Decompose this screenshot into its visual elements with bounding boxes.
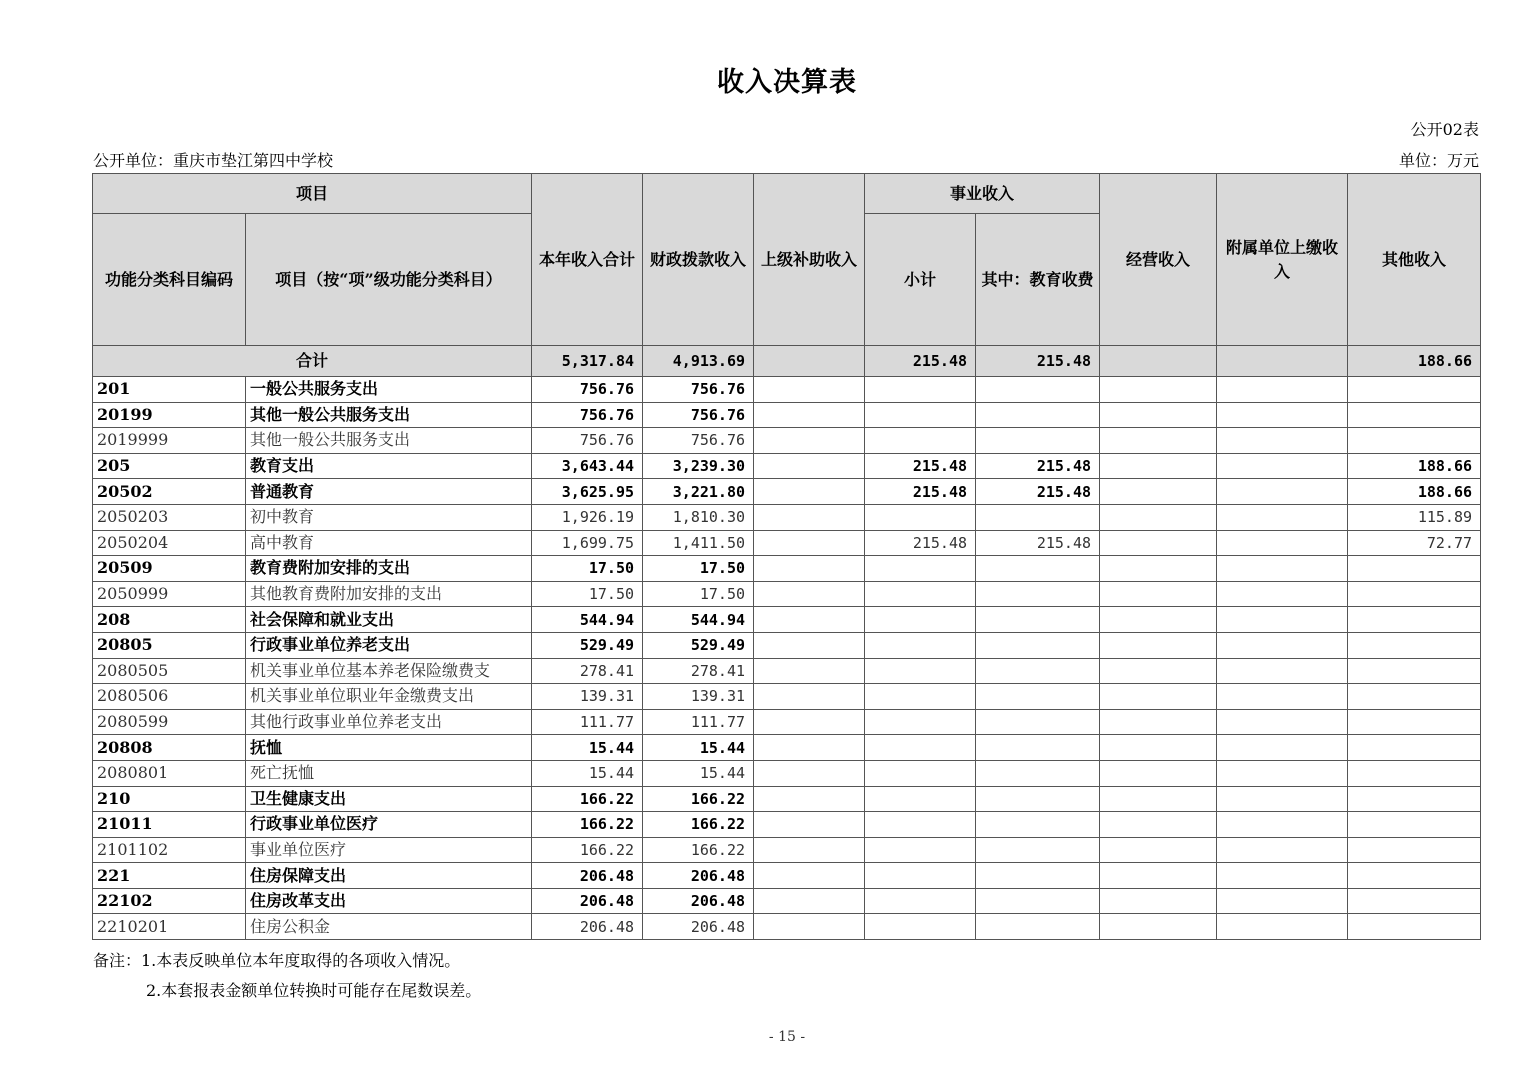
cell-subtotal xyxy=(865,914,976,940)
header-subtotal: 小计 xyxy=(865,214,976,346)
cell-operating xyxy=(1100,607,1217,633)
cell-superior xyxy=(754,812,865,838)
cell-total: 3,625.95 xyxy=(532,479,643,505)
cell-operating xyxy=(1100,428,1217,454)
cell-name: 住房公积金 xyxy=(246,914,532,940)
cell-total: 111.77 xyxy=(532,709,643,735)
cell-education-fee xyxy=(976,684,1100,710)
cell-operating xyxy=(1100,760,1217,786)
cell-subtotal xyxy=(865,735,976,761)
cell-name: 住房改革支出 xyxy=(246,888,532,914)
cell-subtotal xyxy=(865,377,976,403)
cell-name: 行政事业单位医疗 xyxy=(246,812,532,838)
cell-fiscal: 1,411.50 xyxy=(643,530,754,556)
cell-name: 普通教育 xyxy=(246,479,532,505)
cell-fiscal: 3,221.80 xyxy=(643,479,754,505)
cell-superior xyxy=(754,377,865,403)
cell-code: 210 xyxy=(93,786,246,812)
cell-affiliated xyxy=(1217,402,1348,428)
cell-fiscal: 529.49 xyxy=(643,632,754,658)
cell-fiscal: 756.76 xyxy=(643,402,754,428)
cell-education-fee: 215.48 xyxy=(976,479,1100,505)
cell-name: 死亡抚恤 xyxy=(246,760,532,786)
page-number: - 15 - xyxy=(768,1029,806,1045)
table-row xyxy=(93,377,1481,403)
table-row xyxy=(93,914,1481,940)
cell-name: 其他教育费附加安排的支出 xyxy=(246,581,532,607)
cell-fiscal: 17.50 xyxy=(643,556,754,582)
total-label: 合计 xyxy=(93,346,532,377)
cell-other xyxy=(1348,402,1481,428)
cell-total: 15.44 xyxy=(532,735,643,761)
cell-total: 166.22 xyxy=(532,812,643,838)
table-row xyxy=(93,684,1481,710)
cell-other xyxy=(1348,735,1481,761)
header-name: 项目（按“项”级功能分类科目） xyxy=(246,214,532,346)
cell-name: 教育支出 xyxy=(246,453,532,479)
cell-name: 卫生健康支出 xyxy=(246,786,532,812)
table-row xyxy=(93,658,1481,684)
table-row xyxy=(93,863,1481,889)
cell-education-fee xyxy=(976,556,1100,582)
reporting-unit: 公开单位：重庆市垫江第四中学校 xyxy=(93,151,334,170)
cell-subtotal: 215.48 xyxy=(865,346,976,377)
cell-subtotal: 215.48 xyxy=(865,479,976,505)
cell-operating xyxy=(1100,402,1217,428)
cell-superior xyxy=(754,888,865,914)
cell-superior xyxy=(754,837,865,863)
cell-education-fee xyxy=(976,863,1100,889)
cell-total: 544.94 xyxy=(532,607,643,633)
cell-code: 208 xyxy=(93,607,246,633)
table-body xyxy=(93,346,1481,940)
cell-name: 初中教育 xyxy=(246,504,532,530)
cell-education-fee xyxy=(976,581,1100,607)
cell-superior xyxy=(754,346,865,377)
cell-superior xyxy=(754,581,865,607)
cell-other xyxy=(1348,556,1481,582)
cell-total: 1,926.19 xyxy=(532,504,643,530)
table-header xyxy=(93,174,1481,346)
cell-name: 机关事业单位基本养老保险缴费支 xyxy=(246,658,532,684)
table-row xyxy=(93,632,1481,658)
table-row xyxy=(93,760,1481,786)
cell-total: 166.22 xyxy=(532,786,643,812)
cell-code: 2080599 xyxy=(93,709,246,735)
cell-education-fee: 215.48 xyxy=(976,530,1100,556)
cell-other xyxy=(1348,581,1481,607)
cell-superior xyxy=(754,402,865,428)
header-affiliated: 附属单位上缴收入 xyxy=(1217,174,1348,346)
cell-superior xyxy=(754,479,865,505)
cell-other xyxy=(1348,760,1481,786)
cell-other: 188.66 xyxy=(1348,346,1481,377)
table-row xyxy=(93,837,1481,863)
cell-other xyxy=(1348,786,1481,812)
cell-other xyxy=(1348,888,1481,914)
cell-other xyxy=(1348,709,1481,735)
table-row xyxy=(93,453,1481,479)
cell-superior xyxy=(754,632,865,658)
header-education-fee: 其中：教育收费 xyxy=(976,214,1100,346)
cell-subtotal: 215.48 xyxy=(865,530,976,556)
cell-other xyxy=(1348,684,1481,710)
cell-education-fee: 215.48 xyxy=(976,453,1100,479)
cell-code: 20808 xyxy=(93,735,246,761)
cell-education-fee xyxy=(976,658,1100,684)
cell-operating xyxy=(1100,709,1217,735)
cell-total: 206.48 xyxy=(532,914,643,940)
cell-code: 21011 xyxy=(93,812,246,838)
cell-other xyxy=(1348,863,1481,889)
cell-subtotal xyxy=(865,556,976,582)
cell-affiliated xyxy=(1217,377,1348,403)
cell-fiscal: 166.22 xyxy=(643,786,754,812)
cell-affiliated xyxy=(1217,607,1348,633)
cell-total: 166.22 xyxy=(532,837,643,863)
cell-affiliated xyxy=(1217,346,1348,377)
cell-subtotal xyxy=(865,402,976,428)
cell-other xyxy=(1348,607,1481,633)
cell-code: 20502 xyxy=(93,479,246,505)
cell-affiliated xyxy=(1217,504,1348,530)
cell-affiliated xyxy=(1217,863,1348,889)
table-row xyxy=(93,504,1481,530)
cell-operating xyxy=(1100,812,1217,838)
cell-affiliated xyxy=(1217,658,1348,684)
cell-fiscal: 15.44 xyxy=(643,735,754,761)
cell-fiscal: 206.48 xyxy=(643,888,754,914)
cell-total: 3,643.44 xyxy=(532,453,643,479)
table-row xyxy=(93,530,1481,556)
cell-subtotal: 215.48 xyxy=(865,453,976,479)
cell-total: 17.50 xyxy=(532,556,643,582)
table-row xyxy=(93,735,1481,761)
header-other: 其他收入 xyxy=(1348,174,1481,346)
cell-name: 行政事业单位养老支出 xyxy=(246,632,532,658)
cell-operating xyxy=(1100,346,1217,377)
cell-education-fee xyxy=(976,632,1100,658)
cell-total: 5,317.84 xyxy=(532,346,643,377)
cell-subtotal xyxy=(865,581,976,607)
cell-subtotal xyxy=(865,760,976,786)
notes xyxy=(93,946,481,1006)
cell-name: 抚恤 xyxy=(246,735,532,761)
cell-subtotal xyxy=(865,632,976,658)
cell-affiliated xyxy=(1217,479,1348,505)
cell-other xyxy=(1348,632,1481,658)
cell-operating xyxy=(1100,863,1217,889)
cell-affiliated xyxy=(1217,914,1348,940)
table-row xyxy=(93,581,1481,607)
cell-affiliated xyxy=(1217,453,1348,479)
currency-unit: 单位：万元 xyxy=(1398,151,1479,170)
cell-affiliated xyxy=(1217,556,1348,582)
cell-total: 139.31 xyxy=(532,684,643,710)
cell-total: 529.49 xyxy=(532,632,643,658)
cell-operating xyxy=(1100,530,1217,556)
cell-superior xyxy=(754,760,865,786)
cell-fiscal: 206.48 xyxy=(643,863,754,889)
cell-operating xyxy=(1100,453,1217,479)
cell-fiscal: 756.76 xyxy=(643,428,754,454)
cell-fiscal: 111.77 xyxy=(643,709,754,735)
cell-education-fee xyxy=(976,709,1100,735)
cell-education-fee xyxy=(976,377,1100,403)
cell-fiscal: 544.94 xyxy=(643,607,754,633)
cell-code: 20805 xyxy=(93,632,246,658)
cell-total: 1,699.75 xyxy=(532,530,643,556)
cell-affiliated xyxy=(1217,709,1348,735)
cell-superior xyxy=(754,504,865,530)
cell-code: 2050203 xyxy=(93,504,246,530)
table-row xyxy=(93,479,1481,505)
cell-code: 2080506 xyxy=(93,684,246,710)
cell-operating xyxy=(1100,632,1217,658)
cell-fiscal: 3,239.30 xyxy=(643,453,754,479)
cell-fiscal: 206.48 xyxy=(643,914,754,940)
cell-total: 206.48 xyxy=(532,863,643,889)
cell-subtotal xyxy=(865,428,976,454)
header-code: 功能分类科目编码 xyxy=(93,214,246,346)
cell-subtotal xyxy=(865,863,976,889)
cell-superior xyxy=(754,684,865,710)
page-title: 收入决算表 xyxy=(717,67,857,98)
cell-total: 206.48 xyxy=(532,888,643,914)
cell-total: 756.76 xyxy=(532,428,643,454)
cell-other xyxy=(1348,837,1481,863)
cell-education-fee xyxy=(976,735,1100,761)
cell-other xyxy=(1348,812,1481,838)
cell-operating xyxy=(1100,556,1217,582)
cell-code: 221 xyxy=(93,863,246,889)
cell-superior xyxy=(754,607,865,633)
cell-operating xyxy=(1100,504,1217,530)
table-row xyxy=(93,556,1481,582)
cell-education-fee xyxy=(976,837,1100,863)
cell-total: 15.44 xyxy=(532,760,643,786)
table-row xyxy=(93,402,1481,428)
cell-other: 72.77 xyxy=(1348,530,1481,556)
cell-operating xyxy=(1100,377,1217,403)
cell-affiliated xyxy=(1217,581,1348,607)
cell-education-fee xyxy=(976,428,1100,454)
cell-code: 20509 xyxy=(93,556,246,582)
cell-total: 278.41 xyxy=(532,658,643,684)
cell-code: 2101102 xyxy=(93,837,246,863)
cell-code: 2050999 xyxy=(93,581,246,607)
note-1: 备注：1.本表反映单位本年度取得的各项收入情况。 xyxy=(93,951,461,970)
cell-education-fee xyxy=(976,914,1100,940)
cell-other: 188.66 xyxy=(1348,453,1481,479)
cell-superior xyxy=(754,530,865,556)
cell-education-fee: 215.48 xyxy=(976,346,1100,377)
header-superior: 上级补助收入 xyxy=(754,174,865,346)
cell-name: 住房保障支出 xyxy=(246,863,532,889)
cell-code: 22102 xyxy=(93,888,246,914)
cell-fiscal: 166.22 xyxy=(643,812,754,838)
cell-other xyxy=(1348,428,1481,454)
cell-subtotal xyxy=(865,684,976,710)
cell-subtotal xyxy=(865,709,976,735)
cell-subtotal xyxy=(865,607,976,633)
header-business: 事业收入 xyxy=(865,174,1100,214)
cell-operating xyxy=(1100,479,1217,505)
cell-other xyxy=(1348,377,1481,403)
header-operating: 经营收入 xyxy=(1100,174,1217,346)
cell-operating xyxy=(1100,837,1217,863)
cell-affiliated xyxy=(1217,530,1348,556)
cell-code: 201 xyxy=(93,377,246,403)
cell-operating xyxy=(1100,684,1217,710)
cell-other xyxy=(1348,658,1481,684)
cell-code: 205 xyxy=(93,453,246,479)
cell-subtotal xyxy=(865,504,976,530)
cell-education-fee xyxy=(976,888,1100,914)
cell-name: 事业单位医疗 xyxy=(246,837,532,863)
table-row xyxy=(93,607,1481,633)
cell-operating xyxy=(1100,735,1217,761)
cell-superior xyxy=(754,658,865,684)
form-number: 公开02表 xyxy=(1410,120,1479,139)
cell-superior xyxy=(754,735,865,761)
cell-fiscal: 166.22 xyxy=(643,837,754,863)
cell-affiliated xyxy=(1217,735,1348,761)
cell-other: 188.66 xyxy=(1348,479,1481,505)
cell-affiliated xyxy=(1217,786,1348,812)
cell-superior xyxy=(754,786,865,812)
cell-name: 其他一般公共服务支出 xyxy=(246,428,532,454)
cell-affiliated xyxy=(1217,684,1348,710)
cell-operating xyxy=(1100,581,1217,607)
cell-operating xyxy=(1100,888,1217,914)
cell-other: 115.89 xyxy=(1348,504,1481,530)
cell-total: 756.76 xyxy=(532,377,643,403)
cell-education-fee xyxy=(976,760,1100,786)
cell-affiliated xyxy=(1217,837,1348,863)
cell-code: 2019999 xyxy=(93,428,246,454)
cell-education-fee xyxy=(976,402,1100,428)
cell-superior xyxy=(754,453,865,479)
cell-fiscal: 139.31 xyxy=(643,684,754,710)
cell-code: 2080801 xyxy=(93,760,246,786)
cell-code: 2050204 xyxy=(93,530,246,556)
header-total: 本年收入合计 xyxy=(532,174,643,346)
cell-fiscal: 4,913.69 xyxy=(643,346,754,377)
cell-education-fee xyxy=(976,607,1100,633)
cell-name: 机关事业单位职业年金缴费支出 xyxy=(246,684,532,710)
cell-name: 教育费附加安排的支出 xyxy=(246,556,532,582)
table-row xyxy=(93,888,1481,914)
cell-education-fee xyxy=(976,786,1100,812)
cell-total: 756.76 xyxy=(532,402,643,428)
cell-name: 高中教育 xyxy=(246,530,532,556)
cell-fiscal: 17.50 xyxy=(643,581,754,607)
cell-affiliated xyxy=(1217,760,1348,786)
cell-code: 2210201 xyxy=(93,914,246,940)
header-item: 项目 xyxy=(93,174,532,214)
cell-affiliated xyxy=(1217,632,1348,658)
cell-affiliated xyxy=(1217,428,1348,454)
cell-operating xyxy=(1100,658,1217,684)
cell-superior xyxy=(754,556,865,582)
table-row xyxy=(93,812,1481,838)
note-2: 2.本套报表金额单位转换时可能存在尾数误差。 xyxy=(146,981,482,1000)
cell-fiscal: 1,810.30 xyxy=(643,504,754,530)
table-row xyxy=(93,786,1481,812)
table-row xyxy=(93,709,1481,735)
cell-operating xyxy=(1100,786,1217,812)
cell-operating xyxy=(1100,914,1217,940)
cell-superior xyxy=(754,914,865,940)
cell-name: 其他行政事业单位养老支出 xyxy=(246,709,532,735)
table-row xyxy=(93,428,1481,454)
cell-affiliated xyxy=(1217,812,1348,838)
cell-fiscal: 278.41 xyxy=(643,658,754,684)
cell-subtotal xyxy=(865,812,976,838)
total-row xyxy=(93,346,1481,377)
cell-name: 社会保障和就业支出 xyxy=(246,607,532,633)
cell-affiliated xyxy=(1217,888,1348,914)
cell-subtotal xyxy=(865,888,976,914)
unit-info-row xyxy=(93,148,1479,170)
cell-name: 一般公共服务支出 xyxy=(246,377,532,403)
cell-other xyxy=(1348,914,1481,940)
cell-code: 20199 xyxy=(93,402,246,428)
cell-education-fee xyxy=(976,504,1100,530)
cell-superior xyxy=(754,863,865,889)
income-table xyxy=(92,173,1481,940)
cell-fiscal: 756.76 xyxy=(643,377,754,403)
cell-subtotal xyxy=(865,658,976,684)
cell-subtotal xyxy=(865,837,976,863)
cell-superior xyxy=(754,709,865,735)
cell-subtotal xyxy=(865,786,976,812)
cell-education-fee xyxy=(976,812,1100,838)
cell-superior xyxy=(754,428,865,454)
header-fiscal: 财政拨款收入 xyxy=(643,174,754,346)
cell-name: 其他一般公共服务支出 xyxy=(246,402,532,428)
cell-total: 17.50 xyxy=(532,581,643,607)
cell-code: 2080505 xyxy=(93,658,246,684)
cell-fiscal: 15.44 xyxy=(643,760,754,786)
